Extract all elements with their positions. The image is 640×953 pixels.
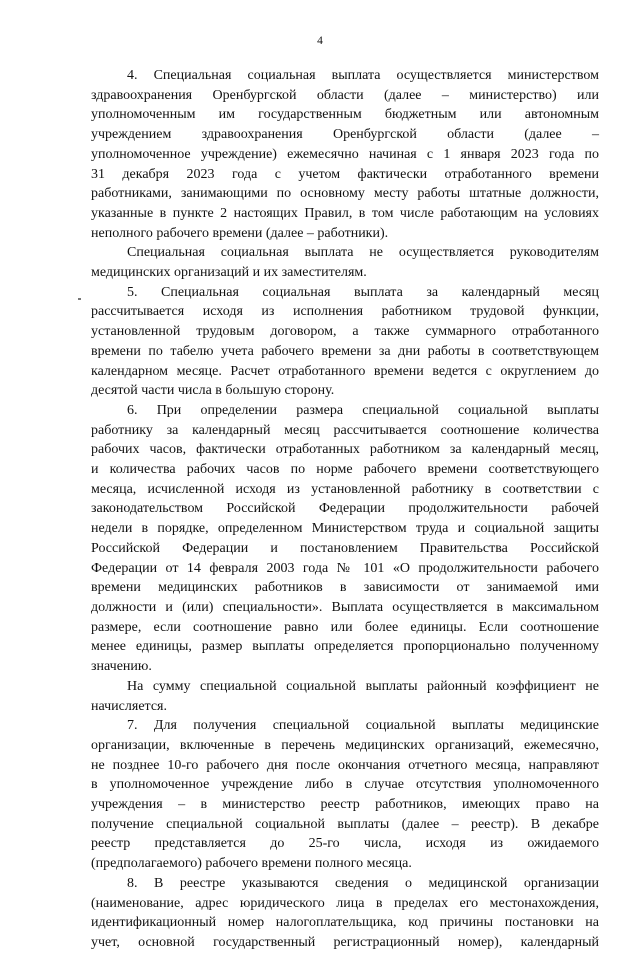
text-line: должности и (или) специальности». Выплата осуществляется в максимальном (91, 599, 599, 615)
text-line: календарном месяце. Расчет отработанного времени ведется с округлением до (91, 363, 599, 379)
text-line: организации, включенные в перечень медицинских организаций, ежемесячно, (91, 737, 599, 753)
text-line: уполномоченным им государственным бюджетным или автономным (91, 107, 599, 123)
text-line: рассчитывается исходя из исполнения работником трудовой функции, (91, 304, 599, 320)
text-line: учреждения – в министерство реестр работников, имеющих право на (91, 797, 599, 813)
text-line: получение специальной социальной выплаты (далее – реестр). В декабре (91, 816, 599, 832)
text-line: месяца, исчисленной исходя из установленной работнику в соответствии с (91, 481, 599, 497)
text-line: учреждением здравоохранения Оренбургской области (далее – (91, 127, 599, 143)
page-number: 4 (317, 35, 323, 47)
text-line: в уполномоченное учреждение либо в случае отсутствия уполномоченного (91, 777, 599, 793)
text-line: начисляется. (91, 698, 167, 714)
text-line: 6. При определении размера специальной социальной выплаты (127, 402, 599, 418)
text-line: медицинских организаций и их заместителям. (91, 265, 367, 281)
text-line: работниками, занимающими по основному месту работы штатные должности, (91, 186, 599, 202)
text-line: Российской Федерации и постановлением Правительства Российской (91, 540, 599, 556)
text-line: значению. (91, 659, 152, 675)
text-line: На сумму специальной социальной выплаты районный коэффициент не (127, 678, 599, 694)
text-line: и количества рабочих часов по норме рабочего времени соответствующего (91, 462, 599, 478)
text-line: 31 декабря 2023 года с учетом фактически отработанного времени (91, 166, 599, 182)
text-line: учет, основной государственный регистрационный номер), календарный (91, 934, 599, 950)
text-line: здравоохранения Оренбургской области (далее – министерство) или (91, 87, 599, 103)
text-line: идентификационный номер налогоплательщика, код причины постановки на (91, 915, 599, 931)
text-line: рабочих часов, фактически отработанных работником за календарный месяц, (91, 442, 599, 458)
text-line: недели в порядке, определенном Министерством труда и социальной защиты (91, 521, 599, 537)
scan-speck (78, 298, 81, 300)
text-line: законодательством Российской Федерации продолжительности рабочей (91, 501, 599, 517)
text-line: неполного рабочего времени (далее – работники). (91, 225, 389, 241)
text-line: 5. Специальная социальная выплата за календарный месяц (127, 284, 599, 300)
text-line: времени медицинских работников в зависимости от занимаемой ими (91, 580, 599, 596)
text-line: 8. В реестре указываются сведения о медицинской организации (127, 875, 599, 891)
text-line: размере, если соотношение равно или более единицы. Если соотношение (91, 619, 599, 635)
text-line: 7. Для получения специальной социальной выплаты медицинские (127, 718, 599, 734)
text-line: Специальная социальная выплата не осуществляется руководителям (127, 245, 599, 261)
document-body (91, 66, 599, 953)
text-line: уполномоченное учреждение) ежемесячно начиная с 1 января 2023 года по (91, 146, 599, 162)
text-line: указанные в пункте 2 настоящих Правил, в том числе работающим на условиях (91, 205, 599, 221)
text-line: Федерации от 14 февраля 2003 года № 101 «О продолжительности рабочего (91, 560, 599, 576)
text-line: времени по табелю учета рабочего времени за дни работы в соответствующем (91, 343, 599, 359)
text-line: менее единицы, размер выплаты определяется пропорционально полученному (91, 639, 599, 655)
text-line: (предполагаемого) рабочего времени полного месяца. (91, 856, 412, 872)
text-line: (наименование, адрес юридического лица в пределах его местонахождения, (91, 895, 599, 911)
text-line: 4. Специальная социальная выплата осуществляется министерством (127, 68, 599, 83)
text-line: установленной трудовым договором, а также суммарного отработанного (91, 324, 599, 340)
text-line: не позднее 10-го рабочего дня после окончания отчетного месяца, направляют (91, 757, 599, 773)
text-line: работнику за календарный месяц рассчитывается соотношение количества (91, 422, 599, 438)
text-line: реестр представляется до 25-го числа, исходя из ожидаемого (91, 836, 599, 852)
text-line: десятой части числа в большую сторону. (91, 383, 335, 399)
